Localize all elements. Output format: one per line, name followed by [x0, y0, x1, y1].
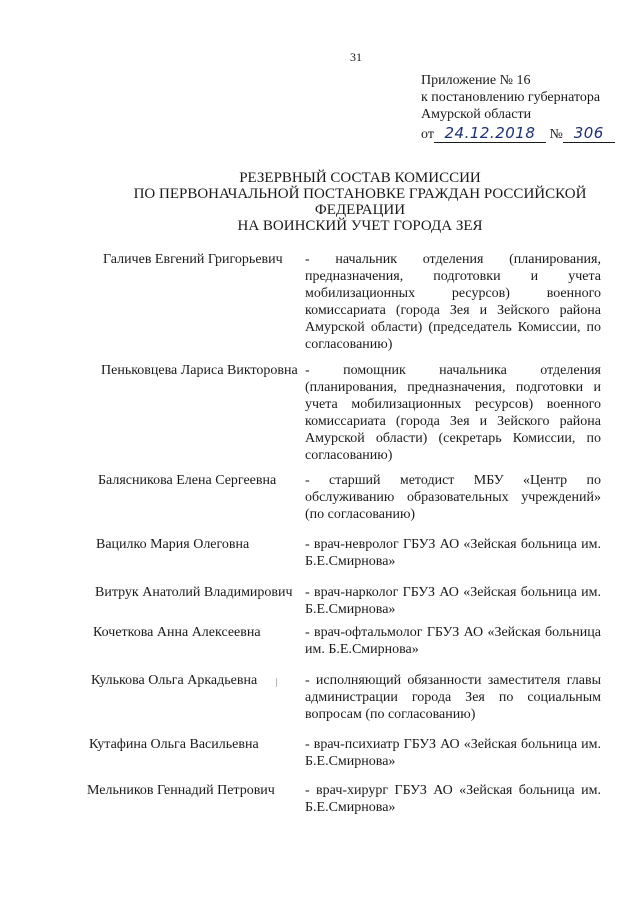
- member-name: Кочеткова Анна Алексеевна: [93, 625, 261, 640]
- member-duty: - врач-психиатр ГБУЗ АО «Зейская больница им. Б.Е.Смирнова»: [305, 737, 601, 769]
- title-line-3: НА ВОИНСКИЙ УЧЕТ ГОРОДА ЗЕЯ: [237, 218, 483, 234]
- date-prefix: от: [421, 127, 434, 142]
- member-duty: - врач-невролог ГБУЗ АО «Зейская больница им. Б.Е.Смирнова»: [305, 537, 601, 569]
- member-name: Балясникова Елена Сергеевна: [98, 473, 277, 488]
- member-duty: - старший методист МБУ «Центр по обслуживанию образовательных учреждений» (по согласованию): [305, 473, 601, 522]
- margin-mark: [276, 678, 277, 687]
- appendix-number: Приложение № 16: [421, 73, 531, 88]
- member-name: Витрук Анатолий Владимирович: [95, 585, 293, 600]
- title-line-1: РЕЗЕРВНЫЙ СОСТАВ КОМИССИИ: [239, 170, 481, 186]
- member-name: Мельников Геннадий Петрович: [87, 783, 275, 798]
- handwritten-number: 306: [563, 125, 615, 143]
- member-name: Пеньковцева Лариса Викторовна: [101, 363, 298, 378]
- document-title: [100, 170, 620, 234]
- member-name: Кулькова Ольга Аркадьевна: [91, 673, 258, 688]
- appendix-reference: к постановлению губернатора: [421, 90, 601, 105]
- member-name: Кутафина Ольга Васильевна: [89, 737, 259, 752]
- page-number: 31: [350, 50, 362, 64]
- member-name: Вацилко Мария Олеговна: [96, 537, 250, 552]
- appendix-header: [421, 72, 615, 143]
- number-label: №: [549, 127, 563, 142]
- member-duty: - врач-хирург ГБУЗ АО «Зейская больница им. Б.Е.Смирнова»: [305, 783, 601, 815]
- member-duty: - помощник начальника отделения (планирования, предназначения, подготовки и учета мобилизационных ресурсов) военного комиссариата (города Зея и Зейского района Амурской области) (секретарь Комиссии, по согласованию): [305, 363, 601, 463]
- member-duty: - начальник отделения (планирования, предназначения, подготовки и учета мобилизационных ресурсов) военного комиссариата (города Зея и Зейского района Амурской области) (председатель Комиссии, по согласованию): [305, 252, 601, 352]
- member-duty: - исполняющий обязанности заместителя главы администрации города Зея по социальным вопросам (по согласованию): [305, 673, 601, 722]
- appendix-region: Амурской области: [421, 107, 532, 122]
- member-duty: - врач-офтальмолог ГБУЗ АО «Зейская больница им. Б.Е.Смирнова»: [305, 625, 601, 657]
- member-duty: - врач-нарколог ГБУЗ АО «Зейская больница им. Б.Е.Смирнова»: [305, 585, 601, 617]
- member-name: Галичев Евгений Григорьевич: [103, 252, 283, 267]
- title-line-2: ПО ПЕРВОНАЧАЛЬНОЙ ПОСТАНОВКЕ ГРАЖДАН РОССИЙСКОЙ ФЕДЕРАЦИИ: [133, 186, 587, 218]
- handwritten-date: 24.12.2018: [434, 125, 546, 143]
- appendix-date-line: [421, 125, 615, 143]
